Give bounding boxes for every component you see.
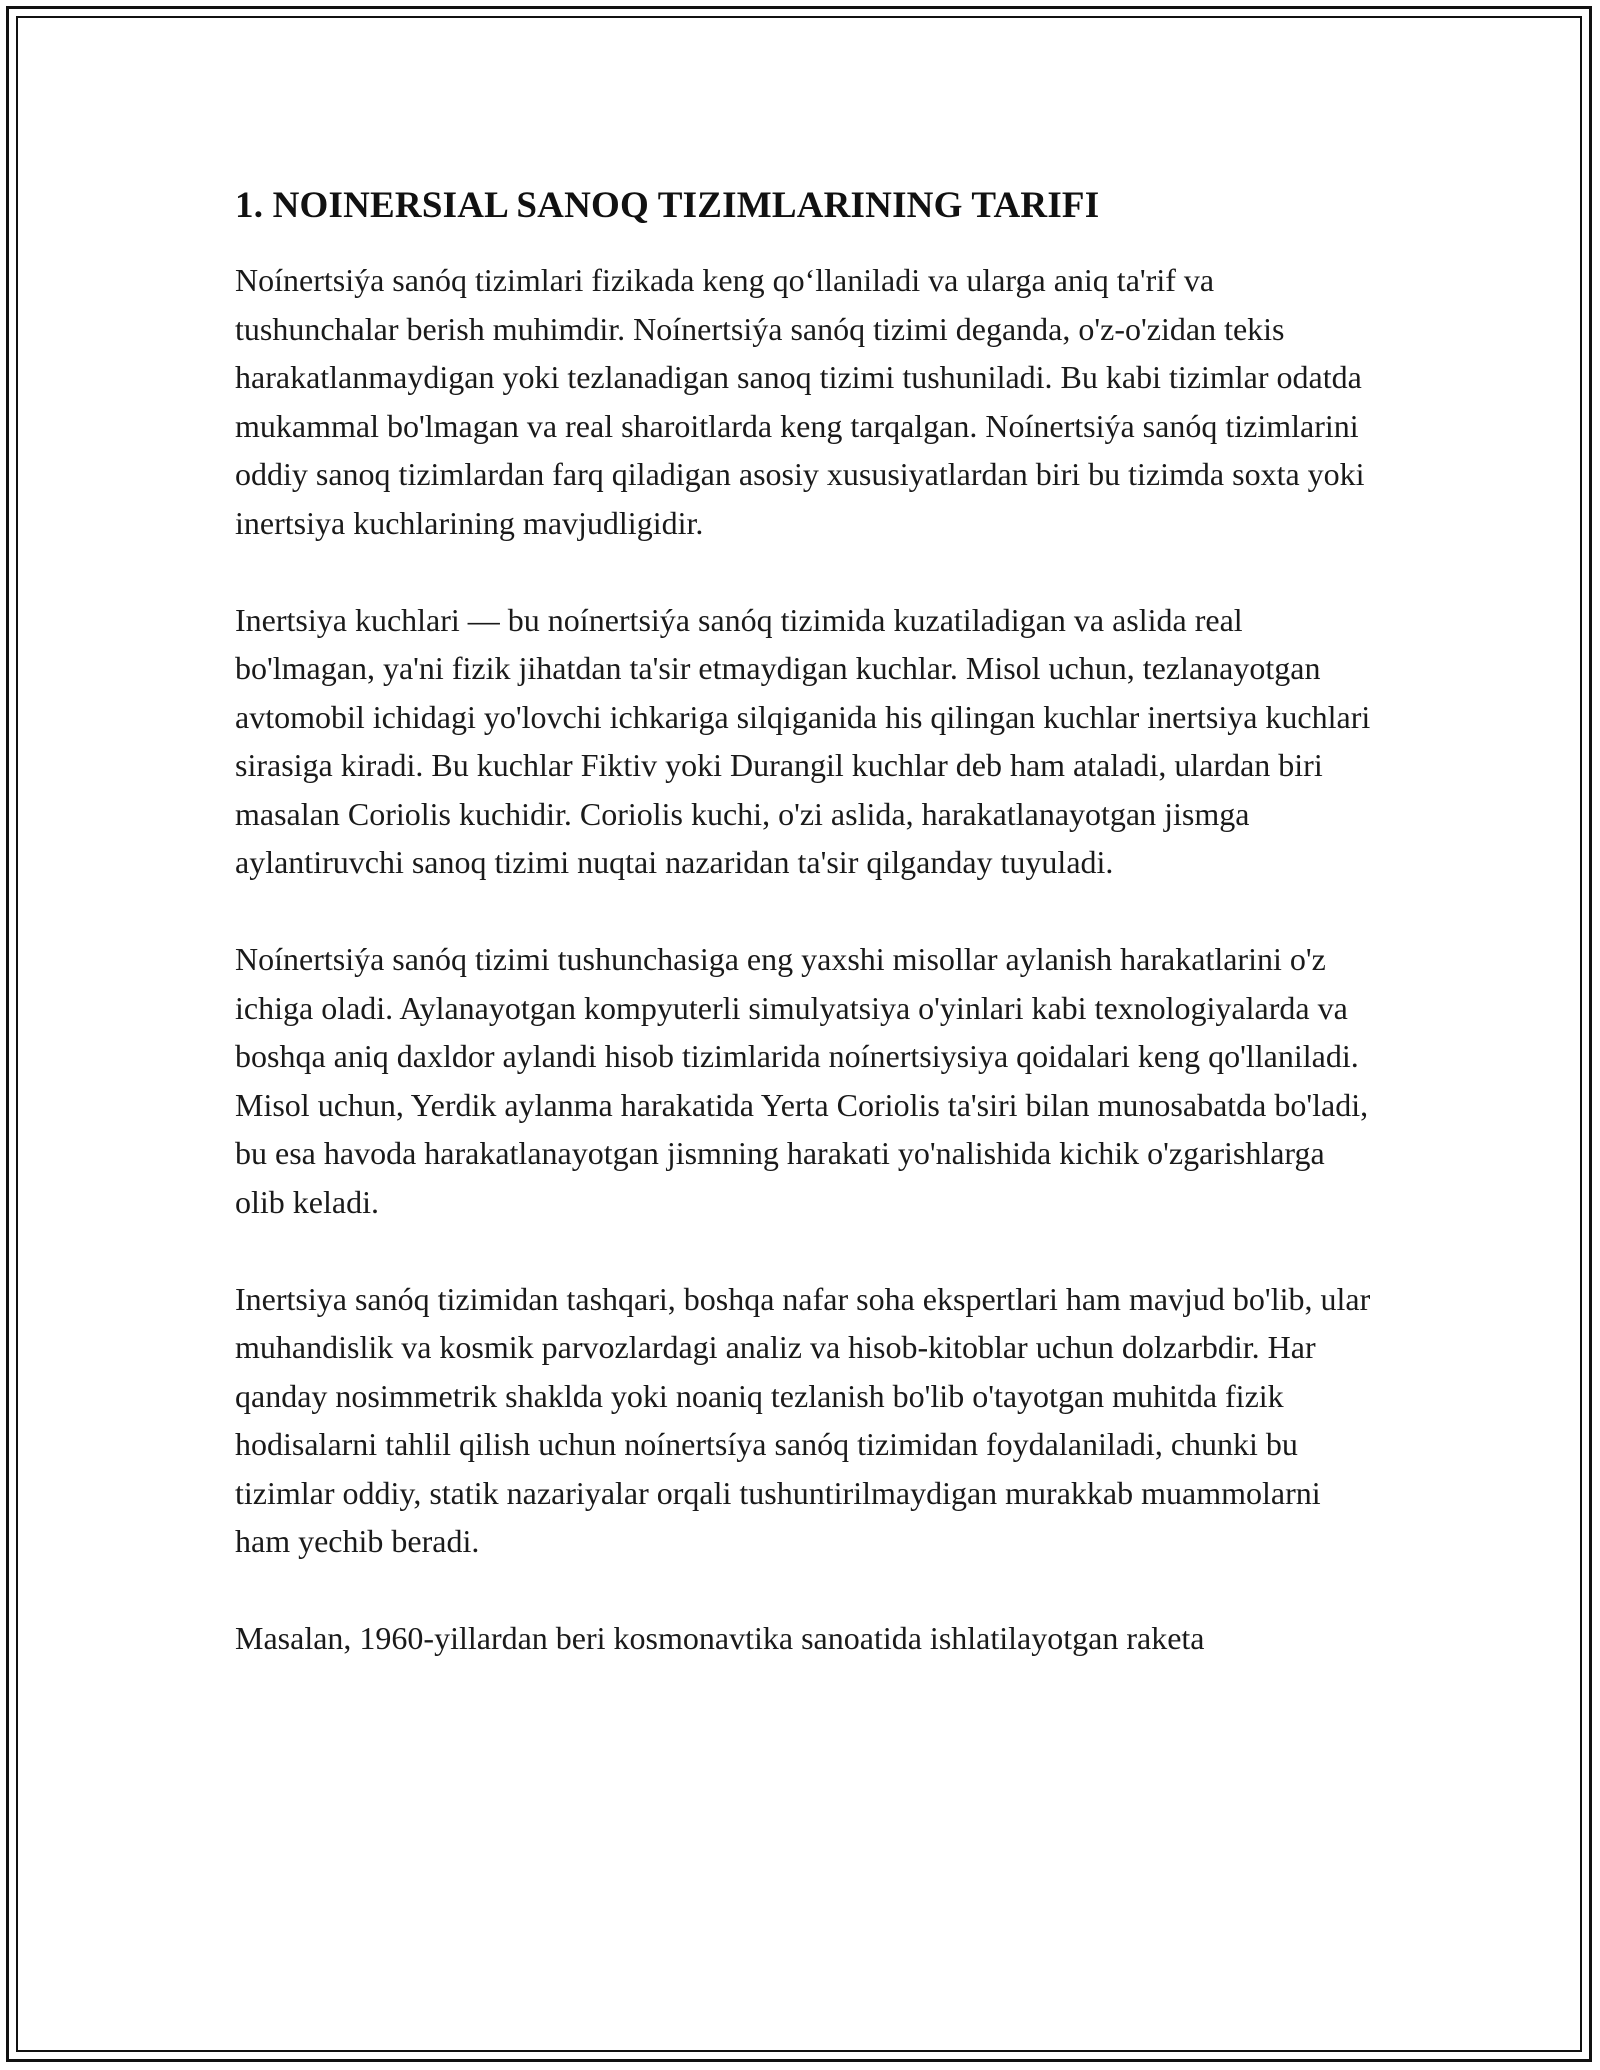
- paragraph-3: Noínertsiýa sanóq tizimi tushunchasiga eng yaxshi misollar aylanish harakatlarini o'z ichiga oladi. Aylanayotgan kompyuterli simulyatsiya o'yinlari kabi texnologiyalarda va boshqa aniq daxldor aylandi hisob tizimlarida noínertsiysiya qoidalari keng qo'llaniladi. Misol uchun, Yerdik aylanma harakatida Yerta Coriolis ta'siri bilan munosabatda bo'ladi, bu esa havoda harakatlanayotgan jismning harakati yo'nalishida kichik o'zgarishlarga olib keladi.: [235, 941, 1369, 1220]
- paragraph-5: Masalan, 1960-yillardan beri kosmonavtika sanoatida ishlatilayotgan raketa: [235, 1620, 1205, 1657]
- paragraph-4: Inertsiya sanóq tizimidan tashqari, boshqa nafar soha ekspertlari ham mavjud bo'lib, ular muhandislik va kosmik parvozlardagi analiz va hisob-kitoblar uchun dolzarbdir. Har qanday nosimmetrik shaklda yoki noaniq tezlanish bo'lib o'tayotgan muhitda fizik hodisalarni tahlil qilish uchun noínertsíya sanóq tizimidan foydalaniladi, chunki bu tizimlar oddiy, statik nazariyalar orqali tushuntirilmaydigan murakkab muammolarni ham yechib beradi.: [235, 1280, 1371, 1560]
- paragraph-2: Inertsiya kuchlari — bu noínertsiýa sanóq tizimida kuzatiladigan va aslida real bo'lmagan, ya'ni fizik jihatdan ta'sir etmaydigan kuchlar. Misol uchun, tezlanayotgan avtomobil ichidagi yo'lovchi ichkariga silqiganida his qilingan kuchlar inertsiya kuchlari sirasiga kiradi. Bu kuchlar Fiktiv yoki Durangil kuchlar deb ham ataladi, ulardan biri masalan Coriolis kuchidir. Coriolis kuchi, o'zi aslida, harakatlanayotgan jismga aylantiruvchi sanoq tizimi nuqtai nazaridan ta'sir qilganday tuyuladi.: [235, 601, 1371, 881]
- paragraph-1: Noínertsiýa sanóq tizimlari fizikada keng qo‘llaniladi va ularga aniq ta'rif va tushunchalar berish muhimdir. Noínertsiýa sanóq tizimi deganda, o'z-o'zidan tekis harakatlanmaydigan yoki tezlanadigan sanoq tizimi tushuniladi. Bu kabi tizimlar odatda mukammal bo'lmagan va real sharoitlarda keng tarqalgan. Noínertsiýa sanóq tizimlarini oddiy sanoq tizimlardan farq qiladigan asosiy xususiyatlardan biri bu tizimda soxta yoki inertsiya kuchlarining mavjudligidir.: [235, 262, 1365, 541]
- document-body: [235, 184, 1375, 1711]
- section-heading: 1. NOINERSIAL SANOQ TIZIMLARINING TARIFI: [235, 185, 1100, 226]
